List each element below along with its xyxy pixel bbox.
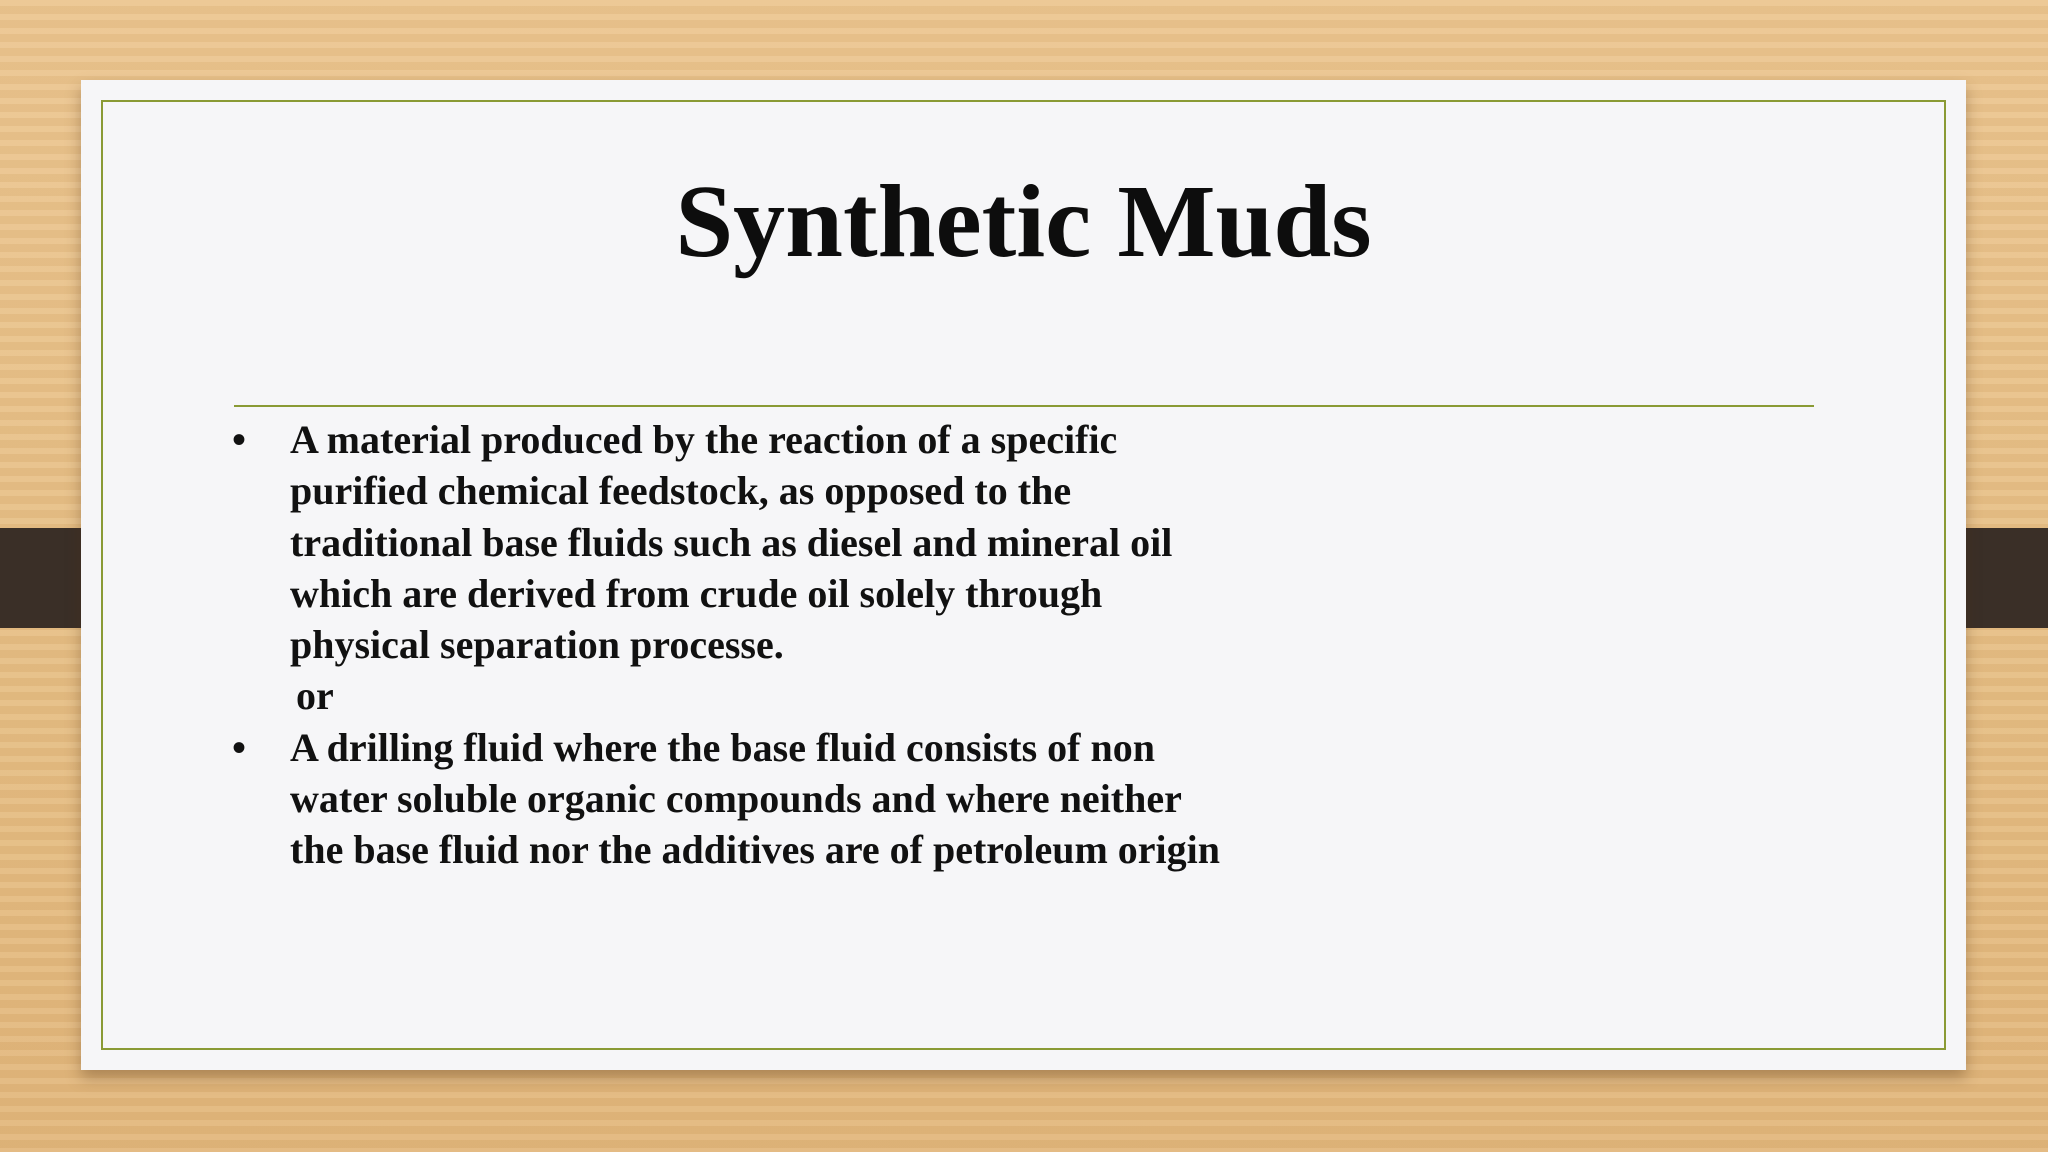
bullet-icon: • bbox=[232, 724, 247, 770]
title-divider bbox=[234, 405, 1814, 407]
separator-or: or bbox=[296, 673, 334, 719]
bullet-item bbox=[232, 722, 1232, 876]
bullet-icon: • bbox=[232, 417, 247, 462]
bullet-text: A drilling fluid where the base fluid consists of non water soluble organic compounds and where neither the base fluid nor the additives are of petroleum origin bbox=[290, 724, 1220, 873]
bullet-item bbox=[232, 414, 1232, 670]
slide-body bbox=[232, 414, 1232, 876]
bullet-text: A material produced by the reaction of a specific purified chemical feedstock, as opposed to the traditional base fluids such as diesel and mineral oil which are derived from crude oil solely through physical separation processe. bbox=[290, 417, 1173, 668]
slide-title: Synthetic Muds bbox=[675, 164, 1372, 279]
